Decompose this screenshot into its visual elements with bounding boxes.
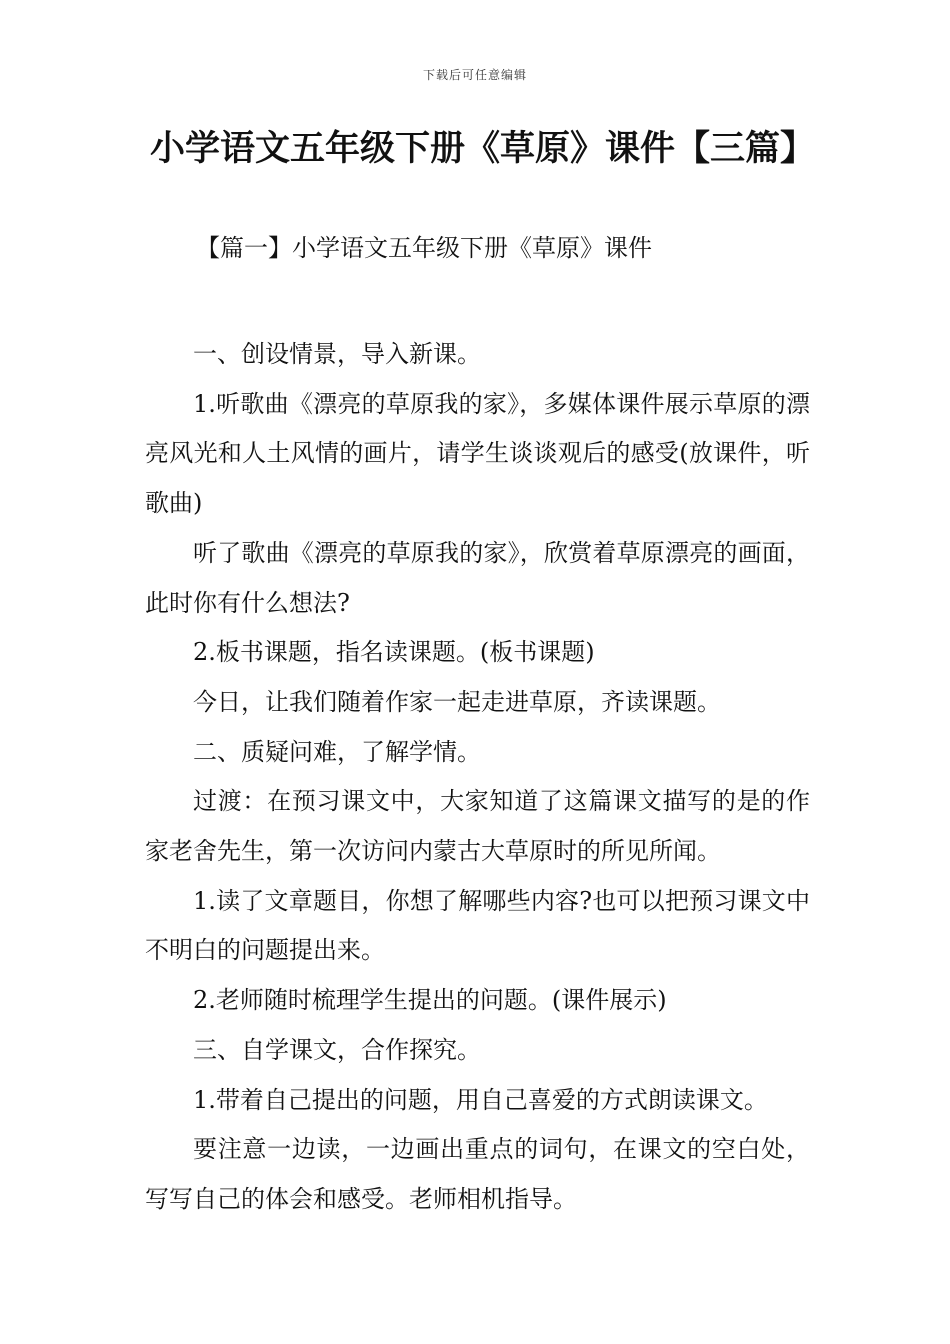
paragraph: 一、创设情景，导入新课。 (193, 340, 481, 368)
body-text (145, 330, 810, 1225)
section-subtitle: 【篇一】小学语文五年级下册《草原》课件 (196, 234, 652, 262)
paragraph: 过渡：在预习课文中，大家知道了这篇课文描写的是的作家老舍先生，第一次访问内蒙古大草原时的所见所闻。 (145, 787, 810, 866)
paragraph: 听了歌曲《漂亮的草原我的家》，欣赏着草原漂亮的画面，此时你有什么想法? (145, 538, 810, 617)
paragraph: 2.老师随时梳理学生提出的问题。(课件展示) (193, 986, 667, 1015)
document-title: 小学语文五年级下册《草原》课件【三篇】 (150, 129, 816, 169)
paragraph: 二、质疑问难，了解学情。 (193, 737, 481, 766)
header-note: 下载后可任意编辑 (422, 68, 527, 82)
paragraph: 2.板书课题，指名读课题。(板书课题) (193, 638, 595, 667)
paragraph: 今日，让我们随着作家一起走进草原，齐读课题。 (193, 687, 721, 716)
paragraph: 1.听歌曲《漂亮的草原我的家》，多媒体课件展示草原的漂亮风光和人土风情的画片，请学生谈谈观后的感受(放课件，听歌曲) (145, 389, 810, 518)
paragraph: 1.读了文章题目，你想了解哪些内容?也可以把预习课文中不明白的问题提出来。 (145, 886, 810, 965)
paragraph: 要注意一边读，一边画出重点的词句，在课文的空白处，写写自己的体会和感受。老师相机指导。 (145, 1135, 810, 1213)
paragraph: 三、自学课文，合作探究。 (193, 1035, 481, 1064)
paragraph: 1.带着自己提出的问题，用自己喜爱的方式朗读课文。 (193, 1085, 768, 1114)
